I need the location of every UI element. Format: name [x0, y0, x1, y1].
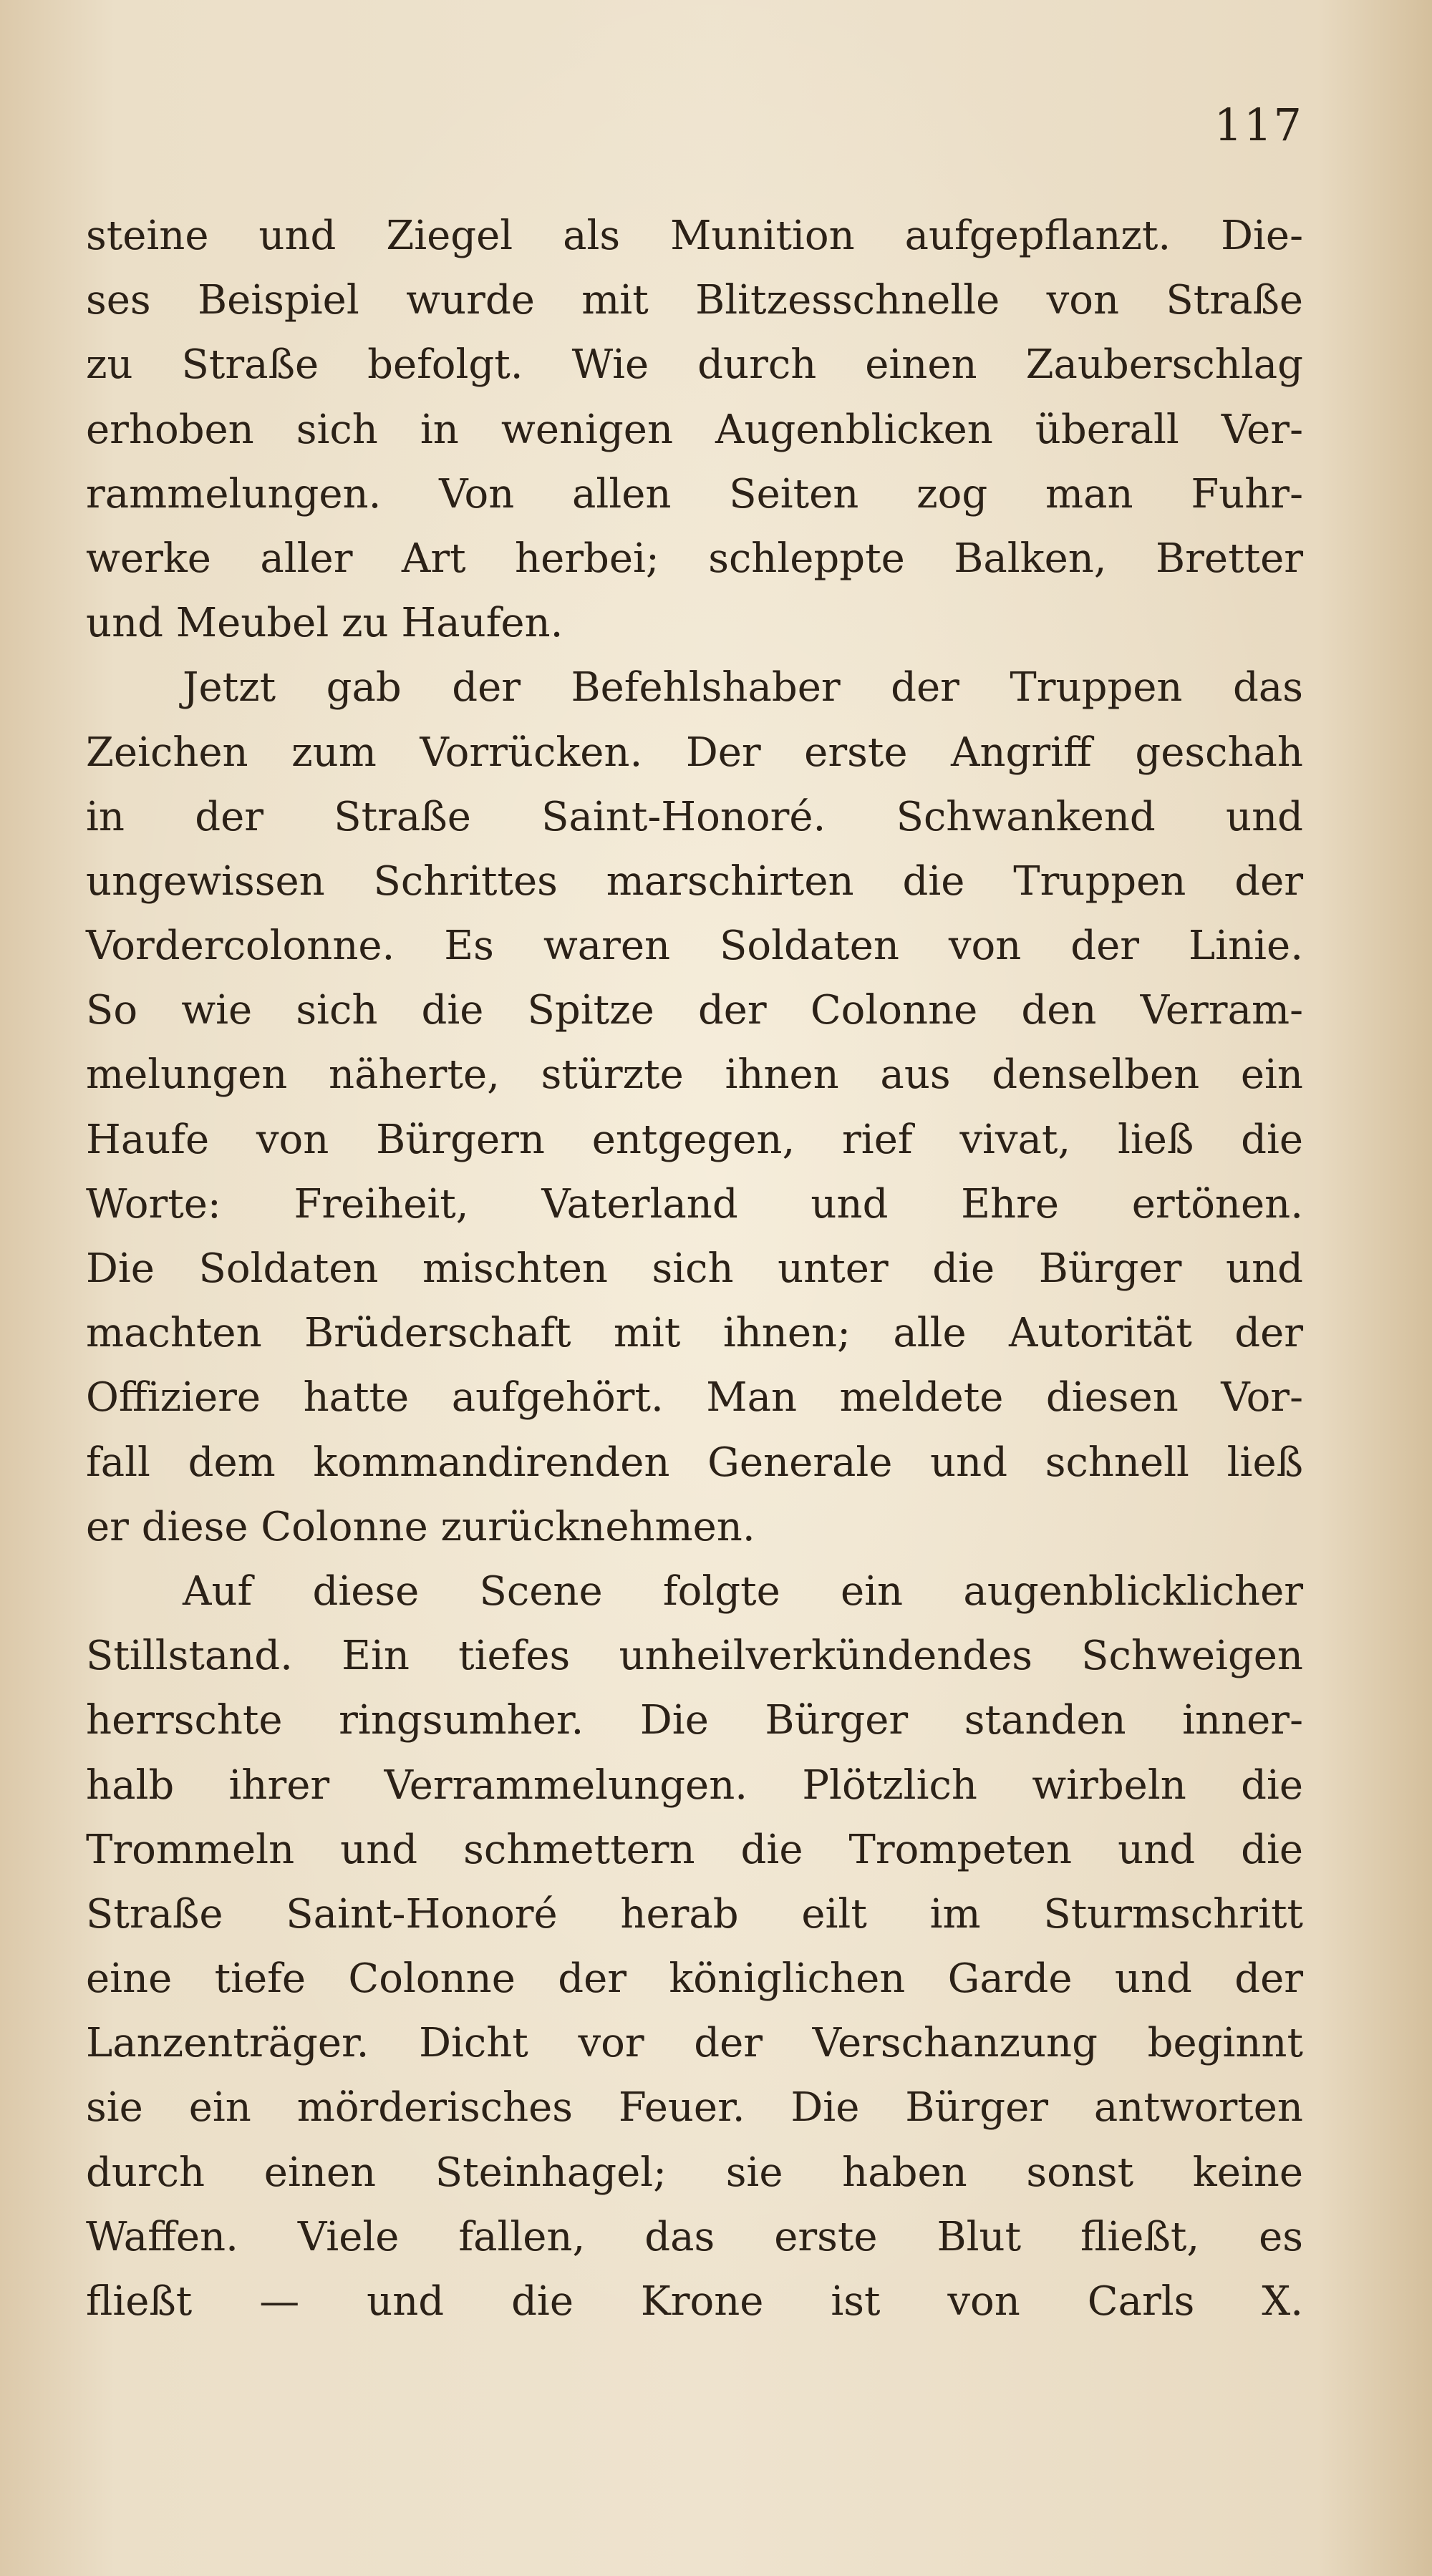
text-line: fließt — und die Krone ist von Carls X. — [86, 2278, 1303, 2325]
text-line: machten Brüderschaft mit ihnen; alle Autorität der — [86, 1310, 1303, 1357]
text-line: Auf diese Scene folgte ein augenblicklicher — [183, 1568, 1303, 1615]
text-line: Vordercolonne. Es waren Soldaten von der Linie. — [86, 923, 1303, 970]
text-line: herrschte ringsumher. Die Bürger standen inner- — [86, 1697, 1303, 1744]
text-line: Lanzenträger. Dicht vor der Verschanzung beginnt — [86, 2020, 1303, 2067]
text-line: halb ihrer Verrammelungen. Plötzlich wirbeln die — [86, 1761, 1303, 1809]
text-line: Die Soldaten mischten sich unter die Bürger und — [86, 1245, 1303, 1292]
text-line: Trommeln und schmettern die Trompeten und die — [86, 1826, 1303, 1873]
text-line: So wie sich die Spitze der Colonne den Verram- — [86, 987, 1303, 1034]
text-line: in der Straße Saint-Honoré. Schwankend und — [86, 793, 1303, 840]
text-line: ungewissen Schrittes marschirten die Truppen der — [86, 857, 1303, 905]
text-line: werke aller Art herbei; schleppte Balken, Bretter — [86, 535, 1303, 582]
text-line: Jetzt gab der Befehlshaber der Truppen das — [183, 664, 1303, 711]
text-line: durch einen Steinhagel; sie haben sonst keine — [86, 2149, 1303, 2196]
text-line: Offiziere hatte aufgehört. Man meldete diesen Vor- — [86, 1374, 1303, 1421]
text-line: Haufe von Bürgern entgegen, rief vivat, ließ die — [86, 1116, 1303, 1163]
text-line: sie ein mörderisches Feuer. Die Bürger antworten — [86, 2084, 1303, 2132]
text-line: steine und Ziegel als Munition aufgepflanzt. Die- — [86, 213, 1303, 259]
page-number: 117 — [1214, 99, 1303, 151]
text-line: er diese Colonne zurücknehmen. — [86, 1503, 755, 1550]
text-line: zu Straße befolgt. Wie durch einen Zauberschlag — [86, 341, 1303, 389]
text-line: Straße Saint-Honoré herab eilt im Sturmschritt — [86, 1890, 1303, 1938]
text-line: fall dem kommandirenden Generale und schnell ließ — [86, 1439, 1303, 1486]
paragraph — [86, 1560, 1303, 2334]
text-line: rammelungen. Von allen Seiten zog man Fuhr- — [86, 470, 1303, 517]
text-line: Worte: Freiheit, Vaterland und Ehre ertönen. — [86, 1180, 1303, 1228]
text-line: ses Beispiel wurde mit Blitzesschnelle von Straße — [86, 277, 1303, 324]
text-line: und Meubel zu Haufen. — [86, 600, 563, 647]
paragraph — [86, 656, 1303, 1560]
text-line: Zeichen zum Vorrücken. Der erste Angriff geschah — [86, 729, 1303, 776]
text-line: eine tiefe Colonne der königlichen Garde und der — [86, 1955, 1303, 2003]
body-text — [86, 204, 1303, 2334]
text-line: melungen näherte, stürzte ihnen aus denselben ein — [86, 1051, 1303, 1099]
text-line: erhoben sich in wenigen Augenblicken überall Ver- — [86, 406, 1303, 453]
paragraph — [86, 204, 1303, 656]
text-line: Stillstand. Ein tiefes unheilverkündendes Schweigen — [86, 1633, 1303, 1680]
text-line: Waffen. Viele fallen, das erste Blut fließt, es — [86, 2213, 1303, 2260]
